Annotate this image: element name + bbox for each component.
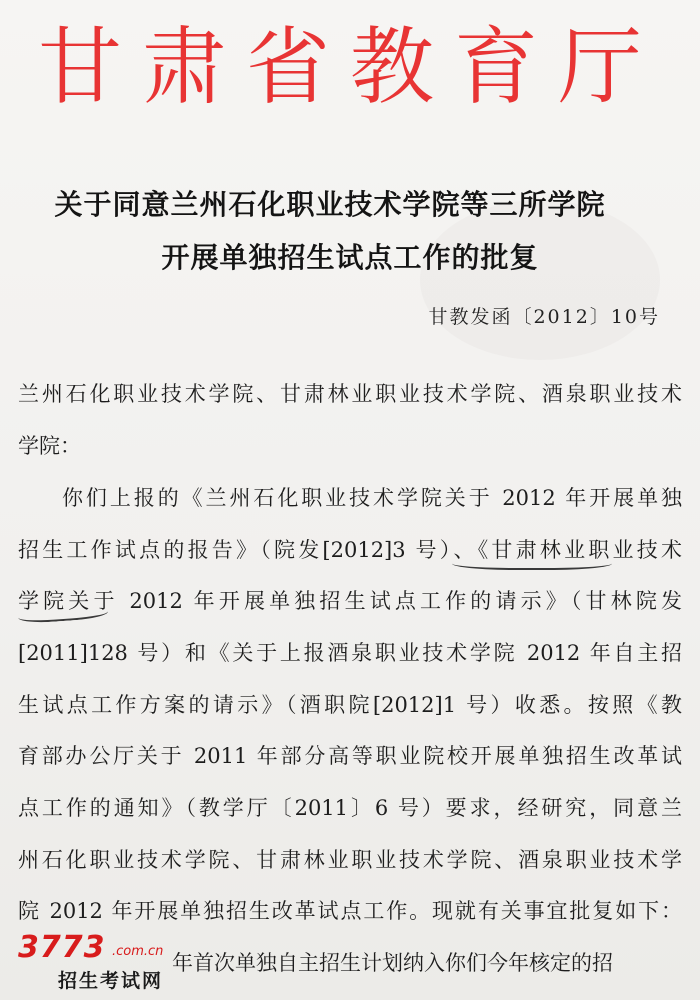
document-number: 甘教发函〔2012〕10号 [428, 306, 660, 328]
body-line: 育部办公厅关于 2011 年部分高等职业院校开展单独招生改革试 [18, 744, 682, 768]
body-line: 生试点工作方案的请示》（酒职院[2012]1 号）收悉。按照《教 [18, 693, 682, 717]
body-line: 学院关于 2012 年开展单独招生试点工作的请示》（甘林院发 [18, 589, 682, 613]
body-line: 院 2012 年开展单独招生改革试点工作。现就有关事宜批复如下： [18, 899, 682, 923]
document-title-line-2: 开展单独招生试点工作的批复 [161, 241, 539, 274]
watermark-domain: .com.cn [112, 944, 164, 959]
watermark-number: 3773 [18, 930, 106, 965]
body-line: [2011]128 号）和《关于上报酒泉职业技术学院 2012 年自主招 [18, 641, 682, 665]
body-line: 年首次单独自主招生计划纳入你们今年核定的招 [172, 951, 613, 975]
body-line: 学院： [18, 434, 81, 458]
document-title-line-1: 关于同意兰州石化职业技术学院等三所学院 [54, 188, 606, 221]
site-watermark-logo [18, 930, 178, 992]
watermark-tagline: 招生考试网 [58, 970, 164, 992]
letterhead-title: 甘肃省教育厅 [37, 18, 662, 116]
handwritten-underline [452, 554, 612, 570]
body-line: 点工作的通知》（教学厅〔2011〕6 号）要求，经研究，同意兰 [18, 796, 682, 820]
paper-stain [420, 200, 660, 360]
body-line: 招生工作试点的报告》（院发[2012]3 号）、《甘肃林业职业技术 [18, 538, 682, 562]
body-line: 兰州石化职业技术学院、甘肃林业职业技术学院、酒泉职业技术 [18, 382, 682, 406]
body-line: 你们上报的《兰州石化职业技术学院关于 2012 年开展单独 [62, 486, 682, 510]
body-line: 州石化职业技术学院、甘肃林业职业技术学院、酒泉职业技术学 [18, 848, 682, 872]
